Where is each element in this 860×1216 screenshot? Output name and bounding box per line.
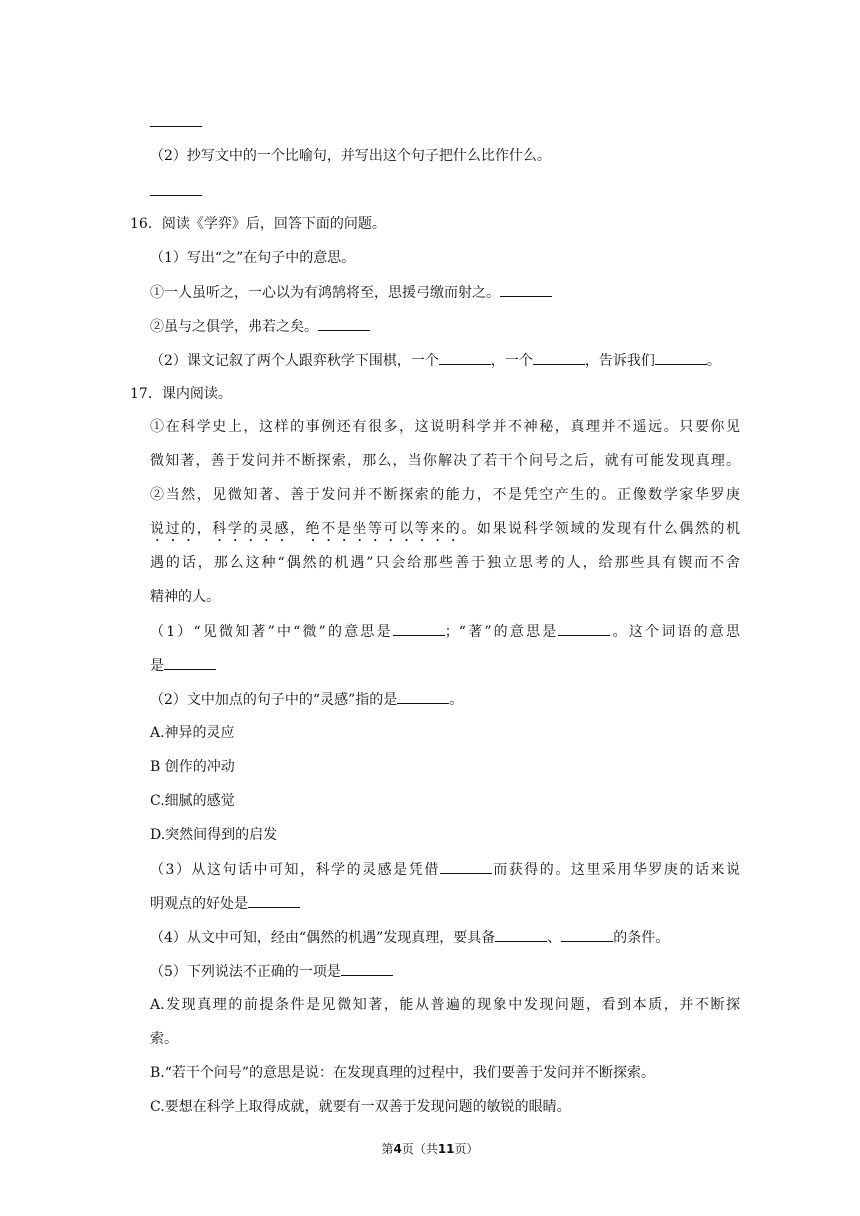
- q17-sub5-option-a: A.发现真理的前提条件是见微知著，能从普遍的现象中发现问题，看到本质，并不断探: [150, 997, 740, 1013]
- page-footer: 第4页（共11页）: [381, 1142, 479, 1156]
- passage-line: 微知著，善于发问并不断探索，那么，当你解决了若干个问号之后，就有可能发现真理。: [150, 453, 740, 469]
- answer-blank: [150, 181, 202, 202]
- dotted-sentence: 说过的，科学的灵感，绝不是坐等可以等来的。: [150, 521, 477, 537]
- q17-title: 17．课内阅读。: [130, 386, 232, 402]
- passage-line-dotted: 说过的，科学的灵感，绝不是坐等可以等来的。如果说科学领域的发现有什么偶然的机: [150, 521, 741, 537]
- option-d: D.突然间得到的启发: [150, 827, 278, 843]
- q15-sub2: （2）抄写文中的一个比喻句，并写出这个句子把什么比作什么。: [150, 148, 551, 164]
- page-number: 4: [393, 1142, 402, 1156]
- option-b: B 创作的冲动: [150, 759, 235, 775]
- q16-title: 16．阅读《学弈》后，回答下面的问题。: [130, 216, 386, 232]
- q17-sub5-option-b: B.“若干个问号”的意思是说：在发现真理的过程中，我们要善于发问并不断探索。: [150, 1065, 656, 1081]
- option-a: A.神异的灵应: [150, 725, 235, 741]
- q17-sub1-cont: 是: [150, 655, 216, 676]
- passage-line: 遇的话，那么这种“偶然的机遇”只会给那些善于独立思考的人，给那些具有锲而不舍: [150, 555, 740, 571]
- q17-sub5: （5）下列说法不正确的一项是: [150, 961, 393, 982]
- q17-sub5-option-a-cont: 索。: [150, 1031, 178, 1047]
- q17-sub5-option-c: C.要想在科学上取得成就，就要有一双善于发现问题的敏锐的眼睛。: [150, 1099, 571, 1115]
- q16-item2: ②虽与之俱学，弗若之矣。: [150, 316, 370, 337]
- q17-sub2: （2）文中加点的句子中的“灵感”指的是 。: [150, 689, 463, 710]
- q17-sub4: （4）从文中可知，经由“偶然的机遇”发现真理，要具备 、 的条件。: [150, 927, 669, 948]
- q16-item1: ①一人虽听之，一心以为有鸿鹄将至，思援弓缴而射之。: [150, 282, 552, 303]
- q16-sub1: （1）写出“之”在句子中的意思。: [150, 250, 356, 266]
- passage-line: ②当然，见微知著、善于发问并不断探索的能力，不是凭空产生的。正像数学家华罗庚: [150, 487, 740, 503]
- q17-sub3: （3）从这句话中可知，科学的灵感是凭借 而获得的。这里采用华罗庚的话来说: [150, 859, 740, 880]
- total-pages: 11: [437, 1142, 455, 1156]
- answer-blank: [150, 112, 202, 133]
- option-c: C.细腻的感觉: [150, 793, 235, 809]
- passage-line: 精神的人。: [150, 589, 220, 605]
- q17-sub3-cont: 明观点的好处是: [150, 893, 300, 914]
- q17-sub1: （1）“见微知著”中“微”的意思是 ；“著”的意思是 。这个词语的意思: [150, 621, 740, 642]
- q16-sub2: （2）课文记叙了两个人跟弈秋学下围棋，一个 ，一个 ，告诉我们 。: [150, 350, 721, 371]
- passage-line: ①在科学史上，这样的事例还有很多，这说明科学并不神秘，真理并不遥远。只要你见: [150, 419, 740, 435]
